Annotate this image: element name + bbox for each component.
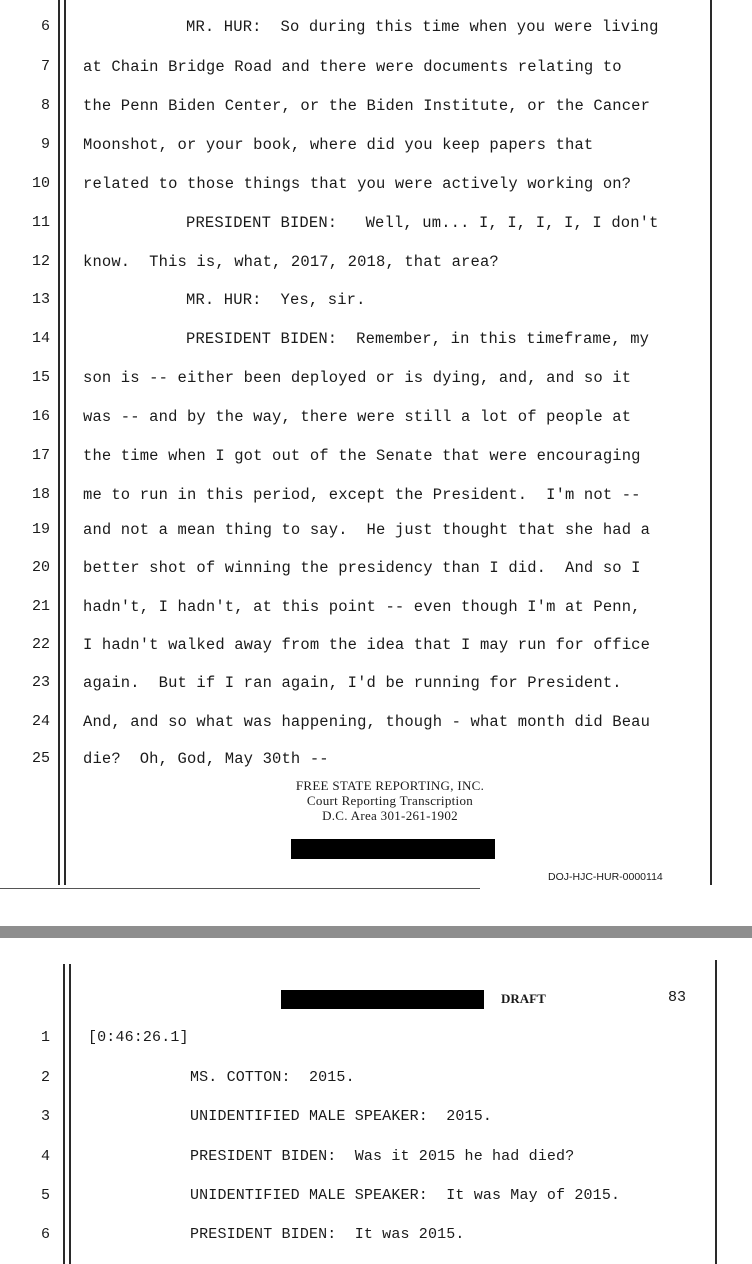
line-number: 11: [31, 214, 50, 231]
line-number: 24: [31, 713, 50, 730]
right-margin-line: [715, 960, 717, 1264]
transcript-line: Moonshot, or your book, where did you keep papers that: [83, 136, 594, 154]
line-number: 25: [31, 750, 50, 767]
line-number: 8: [40, 97, 50, 114]
transcript-line: PRESIDENT BIDEN: Well, um... I, I, I, I, I don't: [186, 214, 659, 232]
line-number: 18: [31, 486, 50, 503]
line-number: 17: [31, 447, 50, 464]
transcript-line: PRESIDENT BIDEN: Was it 2015 he had died?: [190, 1148, 575, 1165]
right-margin-line: [710, 0, 712, 885]
line-number: 10: [31, 175, 50, 192]
transcript-page-2: [0, 940, 752, 1264]
line-number: 22: [31, 636, 50, 653]
line-number: 4: [40, 1148, 50, 1165]
left-margin-line-inner: [64, 0, 66, 885]
transcript-line: was -- and by the way, there were still a lot of people at: [83, 408, 632, 426]
transcript-line: die? Oh, God, May 30th --: [83, 750, 329, 768]
transcript-line: UNIDENTIFIED MALE SPEAKER: It was May of 2015.: [190, 1187, 621, 1204]
transcript-line: son is -- either been deployed or is dying, and, and so it: [83, 369, 632, 387]
line-number: 6: [40, 1226, 50, 1243]
header-redaction-bar: [281, 990, 484, 1009]
line-number: 19: [31, 521, 50, 538]
transcript-line: I hadn't walked away from the idea that I may run for office: [83, 636, 651, 654]
line-number: 6: [40, 18, 50, 35]
line-number: 5: [40, 1187, 50, 1204]
line-number: 1: [40, 1029, 50, 1046]
transcript-line: better shot of winning the presidency than I did. And so I: [83, 559, 641, 577]
transcript-line: MR. HUR: Yes, sir.: [186, 291, 366, 309]
transcript-line: hadn't, I hadn't, at this point -- even though I'm at Penn,: [83, 598, 641, 616]
line-number: 9: [40, 136, 50, 153]
transcript-line: MR. HUR: So during this time when you were living: [186, 18, 659, 36]
line-number: 21: [31, 598, 50, 615]
reporter-footer: [200, 778, 580, 823]
footer-company: FREE STATE REPORTING, INC.: [295, 778, 485, 793]
transcript-line: PRESIDENT BIDEN: Remember, in this timeframe, my: [186, 330, 650, 348]
bates-number: DOJ-HJC-HUR-0000114: [548, 871, 663, 883]
page-number: 83: [668, 989, 687, 1006]
transcript-line: MS. COTTON: 2015.: [190, 1069, 355, 1086]
page-bottom-edge: [0, 888, 480, 889]
page-separator: [0, 926, 752, 938]
left-margin-line-inner: [69, 964, 71, 1264]
transcript-line: PRESIDENT BIDEN: It was 2015.: [190, 1226, 465, 1243]
line-number: 7: [40, 58, 50, 75]
footer-area: D.C. Area 301-261-1902: [322, 808, 458, 823]
line-number: 23: [31, 674, 50, 691]
transcript-line: UNIDENTIFIED MALE SPEAKER: 2015.: [190, 1108, 492, 1125]
transcript-line: and not a mean thing to say. He just thought that she had a: [83, 521, 651, 539]
transcript-line: at Chain Bridge Road and there were documents relating to: [83, 58, 622, 76]
line-number: 20: [31, 559, 50, 576]
transcript-line: [0:46:26.1]: [88, 1029, 189, 1046]
draft-label: DRAFT: [501, 991, 546, 1006]
footer-service: Court Reporting Transcription: [306, 793, 474, 808]
line-number: 13: [31, 291, 50, 308]
transcript-line: again. But if I ran again, I'd be running for President.: [83, 674, 622, 692]
transcript-line: the time when I got out of the Senate that were encouraging: [83, 447, 641, 465]
transcript-line: And, and so what was happening, though - what month did Beau: [83, 713, 651, 731]
line-number: 12: [31, 253, 50, 270]
line-number: 3: [40, 1108, 50, 1125]
transcript-line: related to those things that you were actively working on?: [83, 175, 632, 193]
line-number: 2: [40, 1069, 50, 1086]
transcript-line: the Penn Biden Center, or the Biden Institute, or the Cancer: [83, 97, 651, 115]
line-number: 14: [31, 330, 50, 347]
left-margin-line: [63, 964, 65, 1264]
transcript-line: know. This is, what, 2017, 2018, that area?: [83, 253, 499, 271]
transcript-line: me to run in this period, except the President. I'm not --: [83, 486, 641, 504]
left-margin-line: [58, 0, 60, 885]
line-number: 15: [31, 369, 50, 386]
redaction-bar: [291, 839, 495, 859]
line-number: 16: [31, 408, 50, 425]
